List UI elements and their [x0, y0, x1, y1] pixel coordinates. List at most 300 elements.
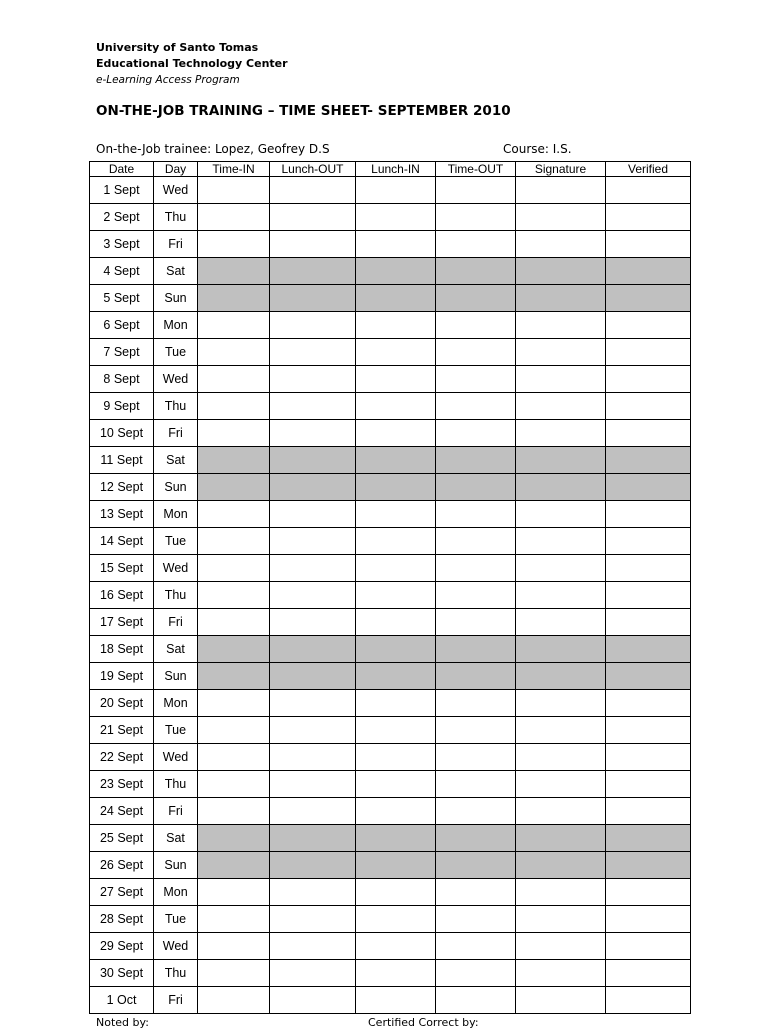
date-cell: 11 Sept — [90, 447, 154, 474]
table-row — [90, 960, 691, 987]
date-cell: 30 Sept — [90, 960, 154, 987]
date-cell: 8 Sept — [90, 366, 154, 393]
table-row — [90, 987, 691, 1014]
verified-cell[interactable] — [606, 339, 691, 366]
time-out-cell — [436, 258, 516, 285]
time-in-cell[interactable] — [198, 798, 270, 825]
lunch-out-cell[interactable] — [270, 204, 356, 231]
day-cell: Mon — [154, 879, 198, 906]
lunch-out-cell[interactable] — [270, 582, 356, 609]
course-line — [503, 142, 572, 156]
lunch-out-cell[interactable] — [270, 312, 356, 339]
time-in-cell[interactable] — [198, 393, 270, 420]
day-cell: Tue — [154, 906, 198, 933]
signature-cell[interactable] — [516, 231, 606, 258]
lunch-in-cell — [356, 447, 436, 474]
lunch-in-cell[interactable] — [356, 960, 436, 987]
column-header-date: Date — [90, 162, 154, 177]
verified-cell[interactable] — [606, 933, 691, 960]
table-row — [90, 798, 691, 825]
date-cell: 3 Sept — [90, 231, 154, 258]
verified-cell[interactable] — [606, 609, 691, 636]
time-in-cell[interactable] — [198, 690, 270, 717]
lunch-out-cell — [270, 825, 356, 852]
lunch-out-cell[interactable] — [270, 528, 356, 555]
day-cell: Wed — [154, 744, 198, 771]
verified-cell — [606, 663, 691, 690]
table-row — [90, 555, 691, 582]
day-cell: Fri — [154, 231, 198, 258]
time-in-cell[interactable] — [198, 582, 270, 609]
day-cell: Thu — [154, 582, 198, 609]
day-cell: Fri — [154, 987, 198, 1014]
day-cell: Sun — [154, 852, 198, 879]
time-in-cell[interactable] — [198, 555, 270, 582]
signature-cell[interactable] — [516, 501, 606, 528]
time-in-cell[interactable] — [198, 366, 270, 393]
time-out-cell[interactable] — [436, 609, 516, 636]
lunch-out-cell[interactable] — [270, 366, 356, 393]
time-in-cell[interactable] — [198, 231, 270, 258]
verified-cell[interactable] — [606, 204, 691, 231]
table-row — [90, 825, 691, 852]
lunch-in-cell[interactable] — [356, 933, 436, 960]
time-in-cell — [198, 447, 270, 474]
lunch-in-cell[interactable] — [356, 231, 436, 258]
time-out-cell[interactable] — [436, 771, 516, 798]
date-cell: 2 Sept — [90, 204, 154, 231]
lunch-out-cell[interactable] — [270, 744, 356, 771]
signature-cell[interactable] — [516, 339, 606, 366]
date-cell: 1 Sept — [90, 177, 154, 204]
time-out-cell[interactable] — [436, 555, 516, 582]
verified-cell[interactable] — [606, 501, 691, 528]
signature-cell — [516, 447, 606, 474]
signature-cell[interactable] — [516, 717, 606, 744]
time-in-cell[interactable] — [198, 177, 270, 204]
table-row — [90, 231, 691, 258]
time-out-cell — [436, 447, 516, 474]
time-out-cell — [436, 474, 516, 501]
signature-cell[interactable] — [516, 798, 606, 825]
lunch-out-cell — [270, 663, 356, 690]
date-cell: 9 Sept — [90, 393, 154, 420]
signature-cell[interactable] — [516, 690, 606, 717]
signature-cell[interactable] — [516, 582, 606, 609]
lunch-out-cell[interactable] — [270, 798, 356, 825]
lunch-out-cell — [270, 636, 356, 663]
signature-cell — [516, 663, 606, 690]
day-cell: Thu — [154, 771, 198, 798]
time-in-cell[interactable] — [198, 501, 270, 528]
signature-cell — [516, 636, 606, 663]
table-row — [90, 744, 691, 771]
table-row — [90, 906, 691, 933]
table-row — [90, 258, 691, 285]
day-cell: Sat — [154, 636, 198, 663]
table-row — [90, 663, 691, 690]
lunch-in-cell[interactable] — [356, 987, 436, 1014]
verified-cell[interactable] — [606, 960, 691, 987]
table-row — [90, 204, 691, 231]
time-in-cell[interactable] — [198, 879, 270, 906]
verified-cell[interactable] — [606, 879, 691, 906]
column-header-time-in: Time-IN — [198, 162, 270, 177]
time-in-cell[interactable] — [198, 312, 270, 339]
verified-cell[interactable] — [606, 528, 691, 555]
column-header-signature: Signature — [516, 162, 606, 177]
lunch-out-cell — [270, 852, 356, 879]
day-cell: Wed — [154, 555, 198, 582]
table-row — [90, 447, 691, 474]
verified-cell[interactable] — [606, 798, 691, 825]
signature-cell[interactable] — [516, 393, 606, 420]
certified-by-label: Certified Correct by: — [368, 1016, 479, 1029]
verified-cell — [606, 447, 691, 474]
lunch-in-cell[interactable] — [356, 879, 436, 906]
lunch-in-cell[interactable] — [356, 717, 436, 744]
time-out-cell[interactable] — [436, 987, 516, 1014]
trainee-line — [96, 142, 330, 156]
date-cell: 24 Sept — [90, 798, 154, 825]
lunch-out-cell[interactable] — [270, 933, 356, 960]
time-in-cell[interactable] — [198, 528, 270, 555]
time-in-cell[interactable] — [198, 933, 270, 960]
time-in-cell — [198, 474, 270, 501]
verified-cell[interactable] — [606, 312, 691, 339]
signature-cell — [516, 285, 606, 312]
time-out-cell — [436, 825, 516, 852]
lunch-in-cell[interactable] — [356, 555, 436, 582]
table-row — [90, 528, 691, 555]
program-name: e-Learning Access Program — [96, 74, 240, 86]
noted-by-label: Noted by: — [96, 1016, 149, 1029]
day-cell: Wed — [154, 933, 198, 960]
time-in-cell — [198, 825, 270, 852]
lunch-in-cell — [356, 258, 436, 285]
table-row — [90, 177, 691, 204]
lunch-in-cell[interactable] — [356, 771, 436, 798]
table-row — [90, 879, 691, 906]
time-out-cell[interactable] — [436, 312, 516, 339]
table-row — [90, 420, 691, 447]
date-cell: 21 Sept — [90, 717, 154, 744]
time-out-cell[interactable] — [436, 177, 516, 204]
time-out-cell[interactable] — [436, 879, 516, 906]
lunch-in-cell[interactable] — [356, 906, 436, 933]
table-row — [90, 636, 691, 663]
time-out-cell[interactable] — [436, 501, 516, 528]
lunch-in-cell — [356, 663, 436, 690]
verified-cell — [606, 825, 691, 852]
lunch-in-cell[interactable] — [356, 798, 436, 825]
table-row — [90, 366, 691, 393]
table-row — [90, 312, 691, 339]
lunch-in-cell[interactable] — [356, 339, 436, 366]
date-cell: 5 Sept — [90, 285, 154, 312]
verified-cell[interactable] — [606, 690, 691, 717]
lunch-in-cell — [356, 852, 436, 879]
column-header-day: Day — [154, 162, 198, 177]
signature-cell[interactable] — [516, 987, 606, 1014]
day-cell: Fri — [154, 798, 198, 825]
verified-cell — [606, 258, 691, 285]
day-cell: Sat — [154, 825, 198, 852]
time-in-cell — [198, 258, 270, 285]
day-cell: Wed — [154, 177, 198, 204]
lunch-out-cell[interactable] — [270, 609, 356, 636]
lunch-out-cell[interactable] — [270, 177, 356, 204]
time-in-cell — [198, 285, 270, 312]
document-title: ON-THE-JOB TRAINING – TIME SHEET- SEPTEMBER 2010 — [96, 103, 511, 119]
signature-cell[interactable] — [516, 879, 606, 906]
lunch-in-cell[interactable] — [356, 312, 436, 339]
lunch-in-cell[interactable] — [356, 204, 436, 231]
date-cell: 15 Sept — [90, 555, 154, 582]
table-row — [90, 474, 691, 501]
column-header-verified: Verified — [606, 162, 691, 177]
lunch-out-cell[interactable] — [270, 987, 356, 1014]
lunch-out-cell[interactable] — [270, 906, 356, 933]
day-cell: Mon — [154, 312, 198, 339]
time-out-cell — [436, 636, 516, 663]
date-cell: 13 Sept — [90, 501, 154, 528]
signature-cell[interactable] — [516, 420, 606, 447]
timesheet-table — [89, 161, 691, 1014]
course-label: Course: — [503, 142, 549, 156]
day-cell: Sat — [154, 447, 198, 474]
table-row — [90, 609, 691, 636]
center-name: Educational Technology Center — [96, 57, 288, 70]
time-in-cell[interactable] — [198, 339, 270, 366]
time-out-cell — [436, 663, 516, 690]
verified-cell[interactable] — [606, 771, 691, 798]
verified-cell[interactable] — [606, 366, 691, 393]
date-cell: 25 Sept — [90, 825, 154, 852]
time-in-cell[interactable] — [198, 609, 270, 636]
table-header-row — [90, 162, 691, 177]
time-out-cell[interactable] — [436, 933, 516, 960]
time-in-cell — [198, 636, 270, 663]
lunch-in-cell[interactable] — [356, 690, 436, 717]
lunch-in-cell — [356, 636, 436, 663]
signature-cell[interactable] — [516, 771, 606, 798]
time-in-cell[interactable] — [198, 744, 270, 771]
verified-cell — [606, 852, 691, 879]
verified-cell — [606, 285, 691, 312]
day-cell: Fri — [154, 609, 198, 636]
signature-cell[interactable] — [516, 609, 606, 636]
table-row — [90, 690, 691, 717]
lunch-out-cell[interactable] — [270, 339, 356, 366]
time-out-cell[interactable] — [436, 582, 516, 609]
table-row — [90, 393, 691, 420]
time-in-cell[interactable] — [198, 717, 270, 744]
verified-cell[interactable] — [606, 393, 691, 420]
lunch-in-cell[interactable] — [356, 582, 436, 609]
day-cell: Wed — [154, 366, 198, 393]
lunch-out-cell[interactable] — [270, 231, 356, 258]
day-cell: Thu — [154, 960, 198, 987]
verified-cell[interactable] — [606, 582, 691, 609]
signature-cell[interactable] — [516, 312, 606, 339]
date-cell: 6 Sept — [90, 312, 154, 339]
day-cell: Sat — [154, 258, 198, 285]
date-cell: 17 Sept — [90, 609, 154, 636]
signature-cell[interactable] — [516, 528, 606, 555]
time-out-cell[interactable] — [436, 717, 516, 744]
signature-cell[interactable] — [516, 177, 606, 204]
lunch-in-cell[interactable] — [356, 609, 436, 636]
lunch-in-cell — [356, 825, 436, 852]
time-in-cell[interactable] — [198, 771, 270, 798]
signature-cell[interactable] — [516, 933, 606, 960]
day-cell: Mon — [154, 690, 198, 717]
lunch-out-cell[interactable] — [270, 393, 356, 420]
time-out-cell[interactable] — [436, 204, 516, 231]
day-cell: Thu — [154, 393, 198, 420]
time-in-cell — [198, 663, 270, 690]
lunch-out-cell — [270, 447, 356, 474]
verified-cell — [606, 636, 691, 663]
date-cell: 28 Sept — [90, 906, 154, 933]
day-cell: Tue — [154, 717, 198, 744]
time-out-cell[interactable] — [436, 231, 516, 258]
signature-cell[interactable] — [516, 366, 606, 393]
day-cell: Mon — [154, 501, 198, 528]
day-cell: Fri — [154, 420, 198, 447]
verified-cell[interactable] — [606, 420, 691, 447]
column-header-time-out: Time-OUT — [436, 162, 516, 177]
lunch-in-cell[interactable] — [356, 393, 436, 420]
table-row — [90, 285, 691, 312]
document-header — [96, 40, 288, 88]
lunch-out-cell[interactable] — [270, 960, 356, 987]
lunch-out-cell[interactable] — [270, 690, 356, 717]
date-cell: 29 Sept — [90, 933, 154, 960]
day-cell: Sun — [154, 663, 198, 690]
lunch-in-cell — [356, 474, 436, 501]
date-cell: 4 Sept — [90, 258, 154, 285]
date-cell: 12 Sept — [90, 474, 154, 501]
time-out-cell[interactable] — [436, 420, 516, 447]
column-header-lunch-in: Lunch-IN — [356, 162, 436, 177]
date-cell: 19 Sept — [90, 663, 154, 690]
date-cell: 22 Sept — [90, 744, 154, 771]
date-cell: 20 Sept — [90, 690, 154, 717]
time-out-cell — [436, 852, 516, 879]
date-cell: 26 Sept — [90, 852, 154, 879]
date-cell: 18 Sept — [90, 636, 154, 663]
time-in-cell[interactable] — [198, 906, 270, 933]
table-row — [90, 933, 691, 960]
university-name: University of Santo Tomas — [96, 41, 259, 54]
course-value: I.S. — [552, 142, 572, 156]
verified-cell[interactable] — [606, 744, 691, 771]
lunch-out-cell[interactable] — [270, 771, 356, 798]
verified-cell[interactable] — [606, 177, 691, 204]
table-row — [90, 582, 691, 609]
time-out-cell[interactable] — [436, 528, 516, 555]
time-in-cell — [198, 852, 270, 879]
time-in-cell[interactable] — [198, 204, 270, 231]
signature-cell — [516, 258, 606, 285]
trainee-label: On-the-Job trainee: — [96, 142, 212, 156]
lunch-in-cell[interactable] — [356, 501, 436, 528]
lunch-out-cell[interactable] — [270, 717, 356, 744]
signature-cell — [516, 474, 606, 501]
signature-cell — [516, 825, 606, 852]
verified-cell[interactable] — [606, 906, 691, 933]
day-cell: Sun — [154, 474, 198, 501]
column-header-lunch-out: Lunch-OUT — [270, 162, 356, 177]
lunch-out-cell — [270, 285, 356, 312]
table-row — [90, 852, 691, 879]
lunch-in-cell[interactable] — [356, 177, 436, 204]
lunch-out-cell[interactable] — [270, 420, 356, 447]
verified-cell — [606, 474, 691, 501]
verified-cell[interactable] — [606, 555, 691, 582]
signature-cell[interactable] — [516, 906, 606, 933]
date-cell: 14 Sept — [90, 528, 154, 555]
time-out-cell[interactable] — [436, 798, 516, 825]
time-in-cell[interactable] — [198, 960, 270, 987]
lunch-out-cell[interactable] — [270, 555, 356, 582]
lunch-out-cell[interactable] — [270, 501, 356, 528]
time-out-cell[interactable] — [436, 339, 516, 366]
lunch-in-cell[interactable] — [356, 744, 436, 771]
time-out-cell[interactable] — [436, 690, 516, 717]
table-row — [90, 339, 691, 366]
lunch-in-cell — [356, 285, 436, 312]
date-cell: 7 Sept — [90, 339, 154, 366]
time-out-cell[interactable] — [436, 393, 516, 420]
table-row — [90, 717, 691, 744]
lunch-in-cell[interactable] — [356, 366, 436, 393]
verified-cell[interactable] — [606, 987, 691, 1014]
lunch-out-cell — [270, 258, 356, 285]
date-cell: 10 Sept — [90, 420, 154, 447]
lunch-in-cell[interactable] — [356, 528, 436, 555]
lunch-in-cell[interactable] — [356, 420, 436, 447]
lunch-out-cell[interactable] — [270, 879, 356, 906]
date-cell: 23 Sept — [90, 771, 154, 798]
time-in-cell[interactable] — [198, 420, 270, 447]
time-out-cell[interactable] — [436, 960, 516, 987]
time-out-cell — [436, 285, 516, 312]
day-cell: Tue — [154, 339, 198, 366]
table-row — [90, 771, 691, 798]
signature-cell[interactable] — [516, 555, 606, 582]
signature-cell — [516, 852, 606, 879]
date-cell: 1 Oct — [90, 987, 154, 1014]
day-cell: Tue — [154, 528, 198, 555]
time-in-cell[interactable] — [198, 987, 270, 1014]
lunch-out-cell — [270, 474, 356, 501]
signature-cell[interactable] — [516, 204, 606, 231]
time-out-cell[interactable] — [436, 366, 516, 393]
signature-cell[interactable] — [516, 744, 606, 771]
time-out-cell[interactable] — [436, 906, 516, 933]
date-cell: 16 Sept — [90, 582, 154, 609]
verified-cell[interactable] — [606, 717, 691, 744]
timesheet-body — [90, 177, 691, 1014]
verified-cell[interactable] — [606, 231, 691, 258]
trainee-name: Lopez, Geofrey D.S — [214, 142, 330, 156]
time-out-cell[interactable] — [436, 744, 516, 771]
day-cell: Sun — [154, 285, 198, 312]
signature-cell[interactable] — [516, 960, 606, 987]
